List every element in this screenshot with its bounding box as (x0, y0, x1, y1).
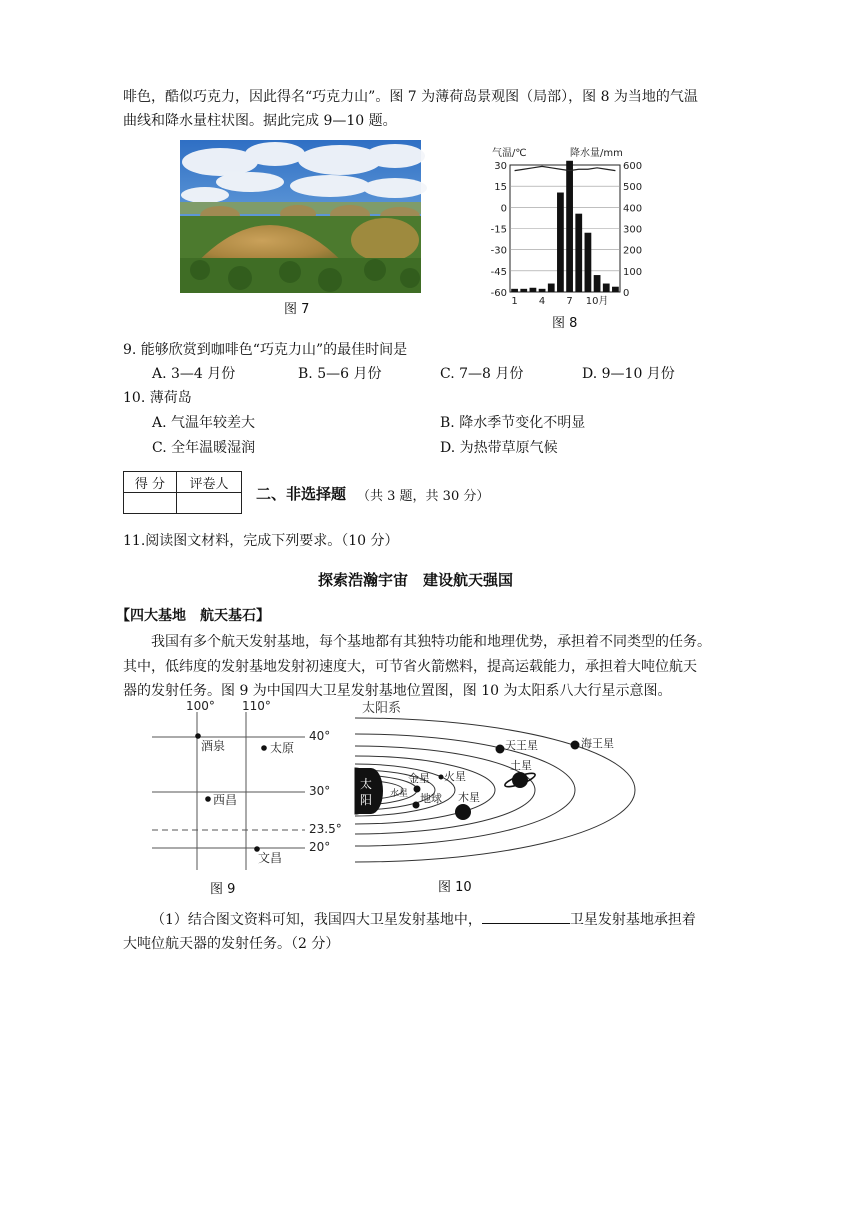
lat-40-label: 40° (309, 729, 331, 743)
temp-tick-label: -45 (490, 266, 507, 278)
precip-bar (557, 193, 564, 292)
score-table (123, 471, 242, 514)
score-header: 得 分 (124, 472, 177, 493)
uranus-dot (496, 745, 505, 754)
month-tick-label: 7 (566, 296, 573, 307)
section2-note: （共 3 题，共 30 分） (357, 489, 490, 504)
taiyuan-label: 太原 (270, 741, 295, 755)
temp-tick-label: 0 (500, 203, 507, 215)
q9-option-b: B. 5—6 月份 (298, 366, 382, 382)
precip-bar (585, 233, 592, 292)
q9-option-a: A. 3—4 月份 (152, 366, 236, 382)
temp-tick-label: -15 (490, 224, 507, 236)
mars-dot (439, 775, 444, 780)
lat-20-label: 20° (309, 840, 331, 854)
q11-1-part2: 卫星发射基地承担着 (569, 912, 696, 928)
precip-bar (575, 214, 582, 292)
precip-bar (603, 284, 610, 292)
para-line-2: 其中，低纬度的发射基地发射初速度大，可节省火箭燃料，提高运载能力，承担着大吨位航天 (123, 659, 697, 675)
precip-bar (530, 288, 537, 292)
q11-stem: 11.阅读图文材料，完成下列要求。（10 分） (123, 533, 399, 549)
temp-tick-label: -30 (490, 245, 507, 257)
sun-label-1: 太 (360, 777, 373, 791)
month-tick-label: 10月 (585, 296, 609, 307)
wenchang-label: 文昌 (258, 851, 283, 865)
precip-bar (566, 161, 573, 292)
para-line-1: 我国有多个航天发射基地，每个基地都有其独特功能和地理优势，承担着不同类型的任务。 (151, 634, 711, 650)
precip-bar (548, 284, 555, 292)
lat-30-label: 30° (309, 784, 331, 798)
xichang-label: 西昌 (213, 793, 238, 807)
score-cell[interactable] (124, 493, 177, 514)
climate-chart (480, 140, 643, 307)
precip-bar (594, 275, 601, 292)
mars-label: 火星 (444, 770, 466, 783)
solar-system-title: 太阳系 (362, 701, 402, 716)
answer-blank[interactable] (482, 909, 570, 924)
q9-option-c: C. 7—8 月份 (440, 366, 524, 382)
q10-option-c: C. 全年温暖湿润 (152, 440, 256, 456)
taiyuan-dot (261, 745, 267, 751)
earth-dot (413, 802, 420, 809)
venus-label: 金星 (408, 772, 430, 785)
precip-tick-label: 400 (623, 203, 643, 215)
fig8-caption: 图 8 (552, 316, 578, 331)
precip-tick-label: 100 (623, 266, 643, 278)
precip-axis-label: 降水量/mm (570, 148, 623, 159)
q11-1-line-1 (151, 909, 696, 930)
q11-1-part1: （1）结合图文资料可知，我国四大卫星发射基地中， (151, 912, 482, 928)
jupiter-dot (455, 804, 471, 820)
month-tick-label: 1 (511, 296, 518, 307)
sun-label-2: 阳 (360, 793, 373, 807)
lon-110-label: 110° (242, 699, 271, 713)
material-title: 探索浩瀚宇宙 建设航天强国 (318, 571, 514, 589)
earth-label: 地球 (420, 792, 442, 805)
chocolate-hills-photo (180, 140, 421, 293)
neptune-label: 海王星 (581, 737, 614, 750)
lon-100-label: 100° (186, 699, 215, 713)
para-line-3: 器的发射任务。图 9 为中国四大卫星发射基地位置图，图 10 为太阳系八大行星示意图。 (123, 683, 672, 699)
jiuquan-label: 酒泉 (201, 739, 226, 753)
q10-option-d: D. 为热带草原气候 (440, 440, 558, 456)
jiuquan-dot (195, 733, 201, 739)
intro-line-2: 曲线和降水量柱状图。据此完成 9—10 题。 (123, 113, 397, 129)
q10-option-a: A. 气温年较差大 (152, 415, 256, 431)
section2-title: 二、非选择题 (256, 485, 347, 503)
temp-tick-label: 15 (494, 182, 507, 194)
precip-tick-label: 600 (623, 161, 643, 172)
fig10-caption: 图 10 (438, 880, 472, 895)
temp-axis-label: 气温/℃ (492, 148, 527, 159)
intro-line-1: 啡色，酷似巧克力，因此得名“巧克力山”。图 7 为薄荷岛景观图（局部），图 8 为当地的气温 (123, 89, 698, 105)
launch-base-map (150, 700, 350, 872)
q11-1-line-2: 大吨位航天器的发射任务。（2 分） (123, 936, 340, 952)
xichang-dot (205, 796, 211, 802)
precip-tick-label: 500 (623, 182, 643, 194)
saturn-dot (512, 772, 528, 788)
temp-tick-label: -60 (490, 288, 507, 299)
grader-cell[interactable] (177, 493, 242, 514)
q10-stem: 10. 薄荷岛 (123, 390, 192, 406)
q10-option-b: B. 降水季节变化不明显 (440, 415, 586, 431)
temp-tick-label: 30 (494, 161, 507, 172)
fig9-caption: 图 9 (210, 882, 236, 897)
precip-tick-label: 0 (623, 288, 630, 299)
uranus-label: 天王星 (505, 739, 538, 752)
precip-tick-label: 300 (623, 224, 643, 236)
neptune-dot (571, 741, 580, 750)
saturn-label: 土星 (510, 759, 532, 772)
grader-header: 评卷人 (177, 472, 242, 493)
precip-bar (612, 287, 619, 292)
month-tick-label: 4 (538, 296, 546, 307)
fig7-caption: 图 7 (284, 302, 310, 317)
q9-stem: 9. 能够欣赏到咖啡色“巧克力山”的最佳时间是 (123, 342, 408, 358)
precip-tick-label: 200 (623, 245, 643, 257)
q9-option-d: D. 9—10 月份 (582, 366, 675, 382)
subheading: 【四大基地 航天基石】 (116, 608, 270, 624)
precip-bar (511, 289, 518, 292)
solar-system-diagram (350, 696, 640, 874)
jupiter-label: 木星 (458, 791, 480, 804)
precip-bar (539, 289, 546, 292)
temperature-line (515, 166, 616, 170)
precip-bar (520, 289, 527, 292)
mercury-label: 水星 (390, 789, 409, 799)
lat-23-5-label: 23.5° (309, 822, 342, 836)
